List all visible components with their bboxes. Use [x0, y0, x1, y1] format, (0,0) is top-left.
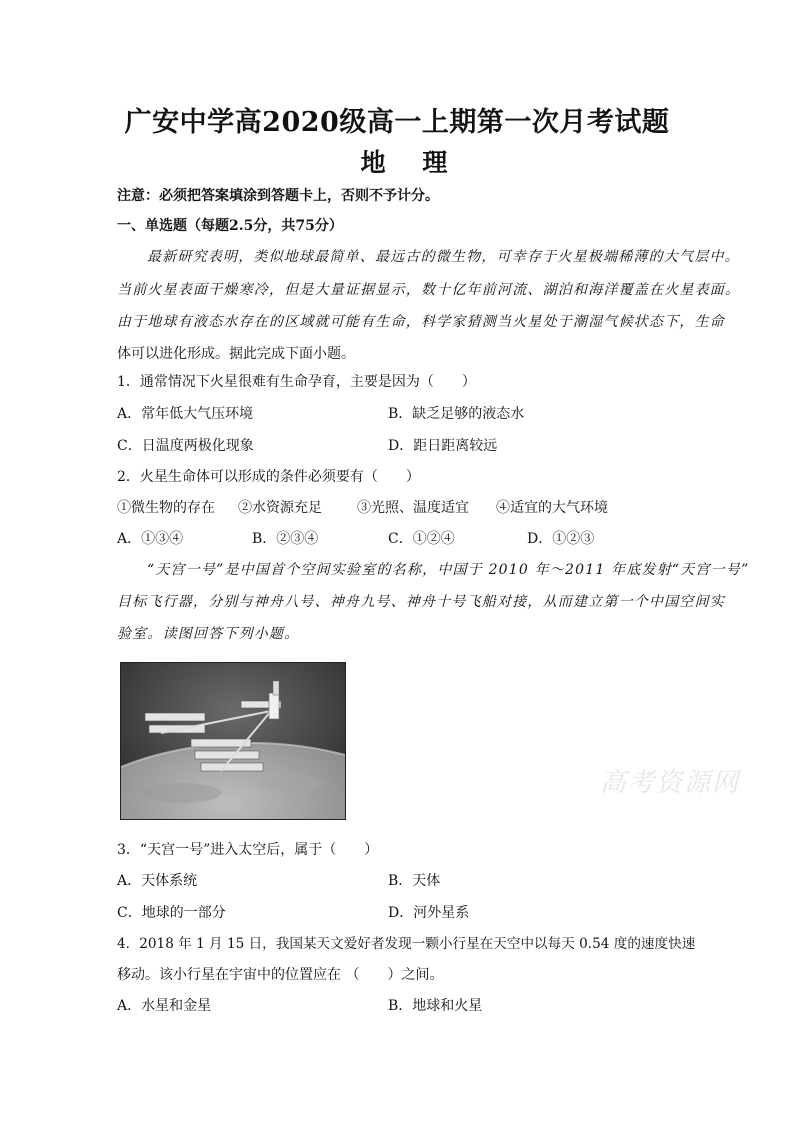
- notice: 注意：必须把答案填涂到答题卡上，否则不予计分。: [117, 188, 439, 204]
- passage1-line: 当前火星表面干燥寒冷，但是大量证据显示，数十亿年前河流、湖泊和海洋覆盖在火星表面。: [117, 282, 741, 298]
- space-station-photo: [120, 662, 346, 820]
- q1-stem: 1．通常情况下火星很难有生命孕育，主要是因为（ ）: [117, 374, 476, 390]
- q3-stem: 3．“天宫一号”进入太空后，属于（ ）: [117, 842, 379, 858]
- watermark: 高考资源网: [600, 768, 741, 798]
- q1-option-b: B．缺乏足够的液态水: [388, 406, 525, 422]
- q2-item: ③光照、温度适宜: [357, 500, 469, 516]
- q1-option-a: A．常年低大气压环境: [117, 406, 254, 422]
- q2-stem: 2．火星生命体可以形成的条件必须要有（ ）: [117, 469, 420, 485]
- q2-item: ②水资源充足: [238, 500, 322, 516]
- q1-option-c: C．日温度两极化现象: [117, 438, 254, 454]
- passage1-line: 由于地球有液态水存在的区域就可能有生命，科学家猜测当火星处于潮湿气候状态下，生命: [117, 314, 725, 330]
- q1-option-d: D．距日距离较远: [388, 438, 498, 454]
- q2-option-a: A．①③④: [117, 531, 184, 547]
- passage1-line: 体可以进化形成。据此完成下面小题。: [117, 346, 355, 362]
- q4-option-b: B．地球和火星: [388, 998, 483, 1014]
- q3-option-b: B．天体: [388, 873, 441, 889]
- q3-option-a: A．天体系统: [117, 873, 198, 889]
- exam-title: 广安中学高2020级高一上期第一次月考试题: [124, 107, 670, 138]
- q2-item: ④适宜的大气环境: [496, 500, 608, 516]
- passage2-line: “天宫一号”是中国首个空间实验室的名称，中国于 2010 年～2011 年底发射“天宫一号”: [147, 562, 750, 578]
- section-heading: 一、单选题（每题2.5分，共75分）: [117, 218, 343, 234]
- q4-option-a: A．水星和金星: [117, 998, 212, 1014]
- space-station-illustration: [121, 663, 346, 820]
- passage1-line: 最新研究表明，类似地球最简单、最远古的微生物，可幸存于火星极端稀薄的大气层中。: [147, 249, 740, 265]
- q2-item: ①微生物的存在: [117, 500, 215, 516]
- q4-stem-line: 移动。该小行星在宇宙中的位置应在 （ ）之间。: [117, 967, 444, 983]
- q2-option-b: B．②③④: [252, 531, 319, 547]
- q3-option-c: C．地球的一部分: [117, 905, 226, 921]
- passage2-line: 验室。读图回答下列小题。: [117, 626, 300, 642]
- q3-option-d: D．河外星系: [388, 905, 470, 921]
- q2-option-c: C．①②④: [388, 531, 455, 547]
- passage2-line: 目标飞行器，分别与神舟八号、神舟九号、神舟十号飞船对接，从而建立第一个中国空间实: [117, 594, 725, 610]
- q2-option-d: D．①②③: [527, 531, 595, 547]
- subject-title: 地 理: [360, 148, 462, 177]
- q4-stem-line: 4．2018 年 1 月 15 日，我国某天文爱好者发现一颗小行星在天空中以每天 0.54 度的速度快速: [117, 936, 696, 952]
